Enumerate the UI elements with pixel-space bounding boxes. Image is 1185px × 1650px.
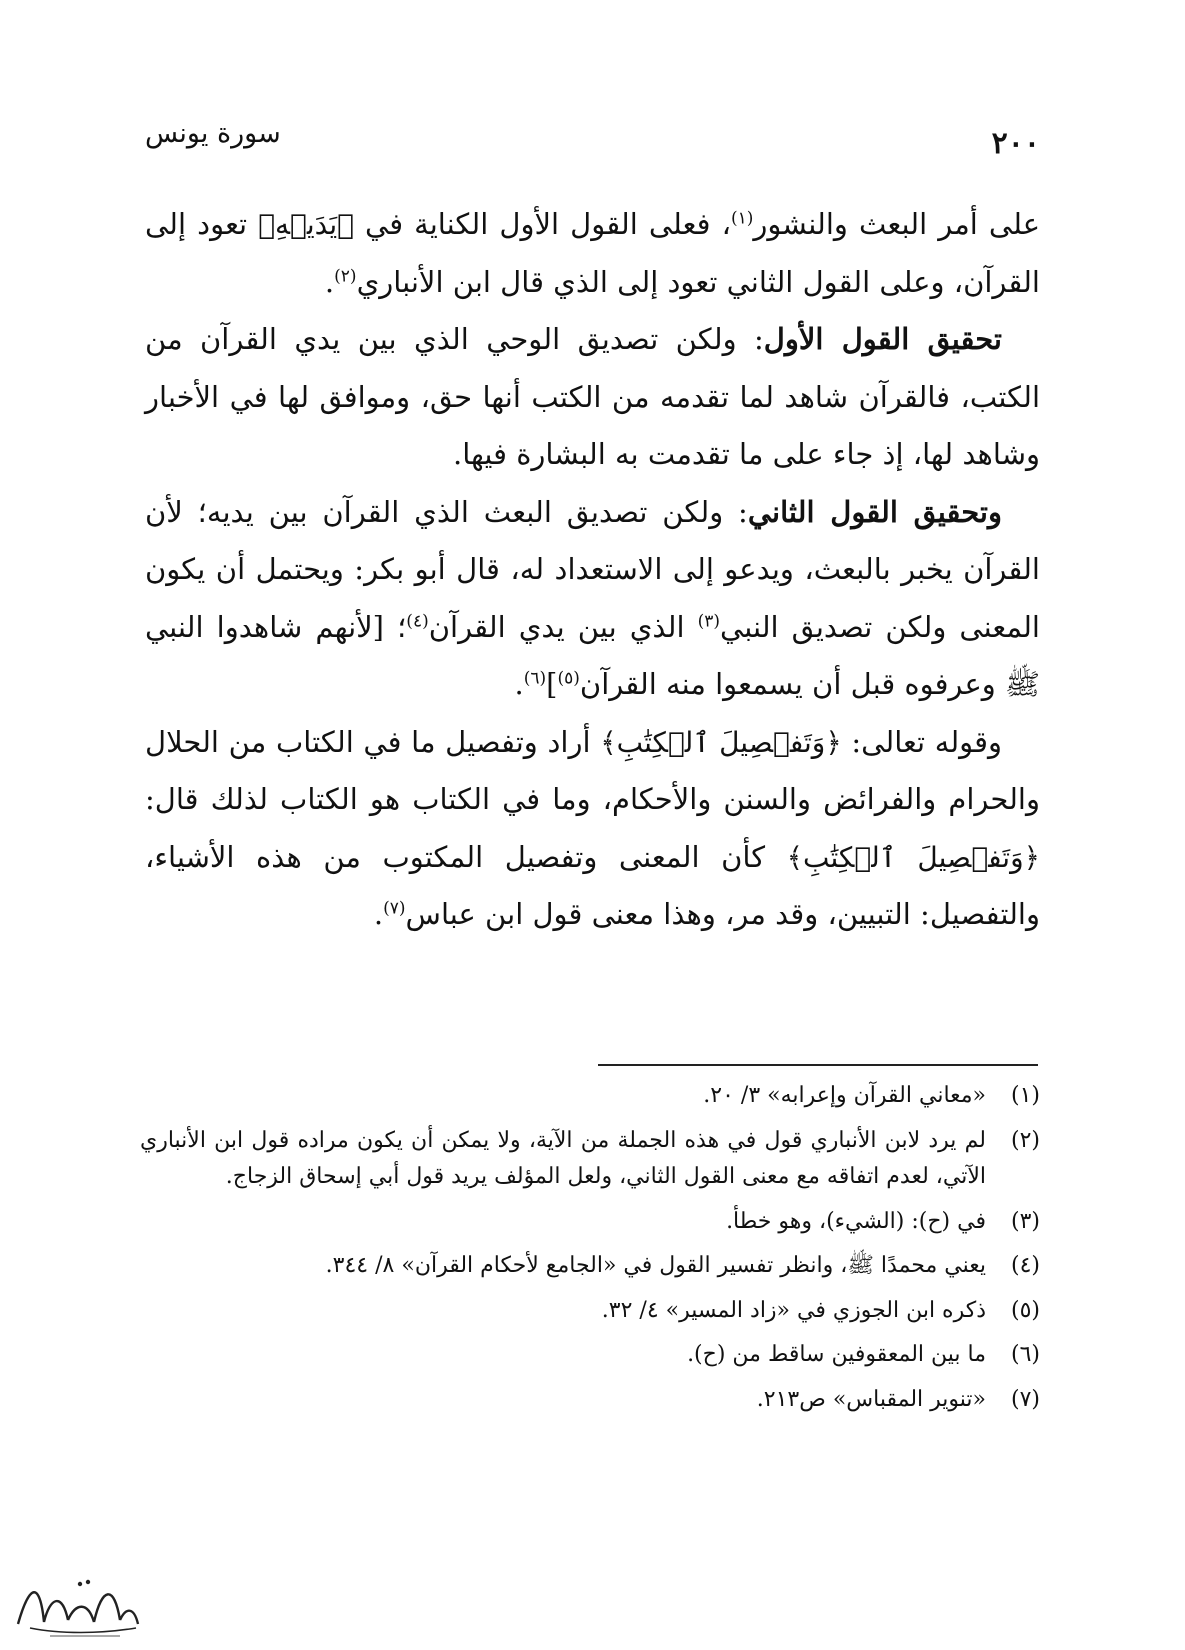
text-run: أراد وتفصيل ما في الكتاب من الحلال والحرام والفرائض والسنن والأحكام، وما في الكتاب هو الكتاب لذلك قال: xyxy=(145,724,1040,816)
text-run: : ولكن تصديق الوحي الذي بين يدي القرآن من الكتب، فالقرآن شاهد لما تقدمه من الكتب أنها حق، وموافق لها في الأخبار وشاهد لها، إذ جاء على ما تقدمت به البشارة فيها. xyxy=(145,322,1040,471)
footnote-number: (٣) xyxy=(1010,1208,1040,1234)
text-run: ، فعلى القول الأول الكناية في xyxy=(353,207,731,241)
footnote-text: ما بين المعقوفين ساقط من (ح). xyxy=(687,1342,986,1367)
calligraphy-logo-icon xyxy=(10,1562,145,1642)
footnote xyxy=(140,1382,1040,1419)
paragraph-4 xyxy=(145,714,1040,944)
quran-quote: ﴿يَدَيۡهِ﴾ xyxy=(258,208,354,241)
text-run: : ولكن تصديق البعث الذي القرآن بين يديه؛ لأن القرآن يخبر بالبعث، ويدعو إلى الاستعداد له، قال أبو بكر: ويحتمل أن يكون المعنى ولكن تصديق النبي xyxy=(145,494,1040,644)
footnote xyxy=(140,1337,1040,1374)
footnote-ref-4: (٤) xyxy=(406,610,429,631)
text-run: . xyxy=(514,667,524,701)
footnote-ref-3: (٣) xyxy=(697,610,721,631)
quran-quote: ﴿وَتَفۡصِيلَ ٱلۡكِتَٰبِ﴾ xyxy=(786,840,1040,874)
footnote-ref-7: (٧) xyxy=(383,898,406,919)
footnote-number: (٥) xyxy=(1010,1297,1040,1323)
footnote-number: (٤) xyxy=(1010,1253,1040,1278)
footnote xyxy=(140,1078,1040,1115)
footnote-ref-6: (٦) xyxy=(523,668,547,689)
footnote-ref-2: (٢) xyxy=(334,265,357,286)
footnote-divider xyxy=(598,1064,1038,1066)
footnote-number: (٧) xyxy=(1010,1386,1040,1412)
section-lead: تحقيق القول الأول xyxy=(763,322,1002,356)
footnote-text: يعني محمدًا ﷺ، وانظر تفسير القول في «الجامع لأحكام القرآن» ٨/ ٣٤٤. xyxy=(325,1253,986,1278)
paragraph-3 xyxy=(145,484,1040,714)
footnote xyxy=(140,1204,1040,1241)
text-run: ؛ [لأنهم شاهدوا النبي ﷺ وعرفوه قبل أن يسمعوا منه القرآن xyxy=(145,609,1040,701)
footnote-text: في (ح): (الشيء)، وهو خطأ. xyxy=(726,1208,986,1234)
text-run: كأن المعنى وتفصيل المكتوب من هذه الأشياء، والتفصيل: التبيين، وقد مر، وهذا معنى قول ابن عباس xyxy=(145,839,1040,931)
footnote-text: «تنوير المقباس» ص٢١٣. xyxy=(756,1386,986,1412)
footnote xyxy=(140,1293,1040,1330)
footnote-number: (٦) xyxy=(1010,1342,1040,1367)
footnote-text: «معاني القرآن وإعرابه» ٣/ ٢٠. xyxy=(703,1083,986,1108)
paragraph-2 xyxy=(145,311,1040,484)
text-run: الذي بين يدي القرآن xyxy=(428,609,698,644)
text-run: . xyxy=(324,264,335,299)
paragraph-1 xyxy=(145,196,1040,311)
text-run: ] xyxy=(546,667,558,701)
running-title: سورة يونس xyxy=(145,118,281,149)
section-lead: وتحقيق القول الثاني xyxy=(747,494,1003,529)
footnote xyxy=(140,1248,1040,1285)
main-text xyxy=(145,196,1040,944)
text-run: على أمر البعث والنشور xyxy=(753,207,1040,241)
text-run: . xyxy=(373,897,384,931)
page-header xyxy=(145,112,1040,172)
text-run: تعود إلى القرآن، وعلى القول الثاني تعود إلى الذي قال ابن الأنباري xyxy=(145,207,1040,299)
footnote-ref-1: (١) xyxy=(730,208,754,229)
footnote-ref-5: (٥) xyxy=(557,668,580,689)
text-run: وقوله تعالى: xyxy=(841,724,1002,759)
page-number: ٢٠٠ xyxy=(991,126,1040,161)
quran-quote: ﴿وَتَفۡصِيلَ ٱلۡكِتَٰبِ﴾ xyxy=(600,725,842,759)
footnote-number: (١) xyxy=(1010,1083,1040,1108)
footnote-text: ذكره ابن الجوزي في «زاد المسير» ٤/ ٣٢. xyxy=(601,1297,986,1323)
footnotes xyxy=(140,1078,1040,1426)
footnote-text: لم يرد لابن الأنباري قول في هذه الجملة من الآية، ولا يمكن أن يكون مراده قول ابن الأنباري الآتي، لعدم اتفاقه مع معنى القول الثاني، ولعل المؤلف يريد قول أبي إسحاق الزجاج. xyxy=(140,1127,986,1189)
footnote xyxy=(140,1123,1040,1196)
footnote-number: (٢) xyxy=(1010,1127,1040,1153)
